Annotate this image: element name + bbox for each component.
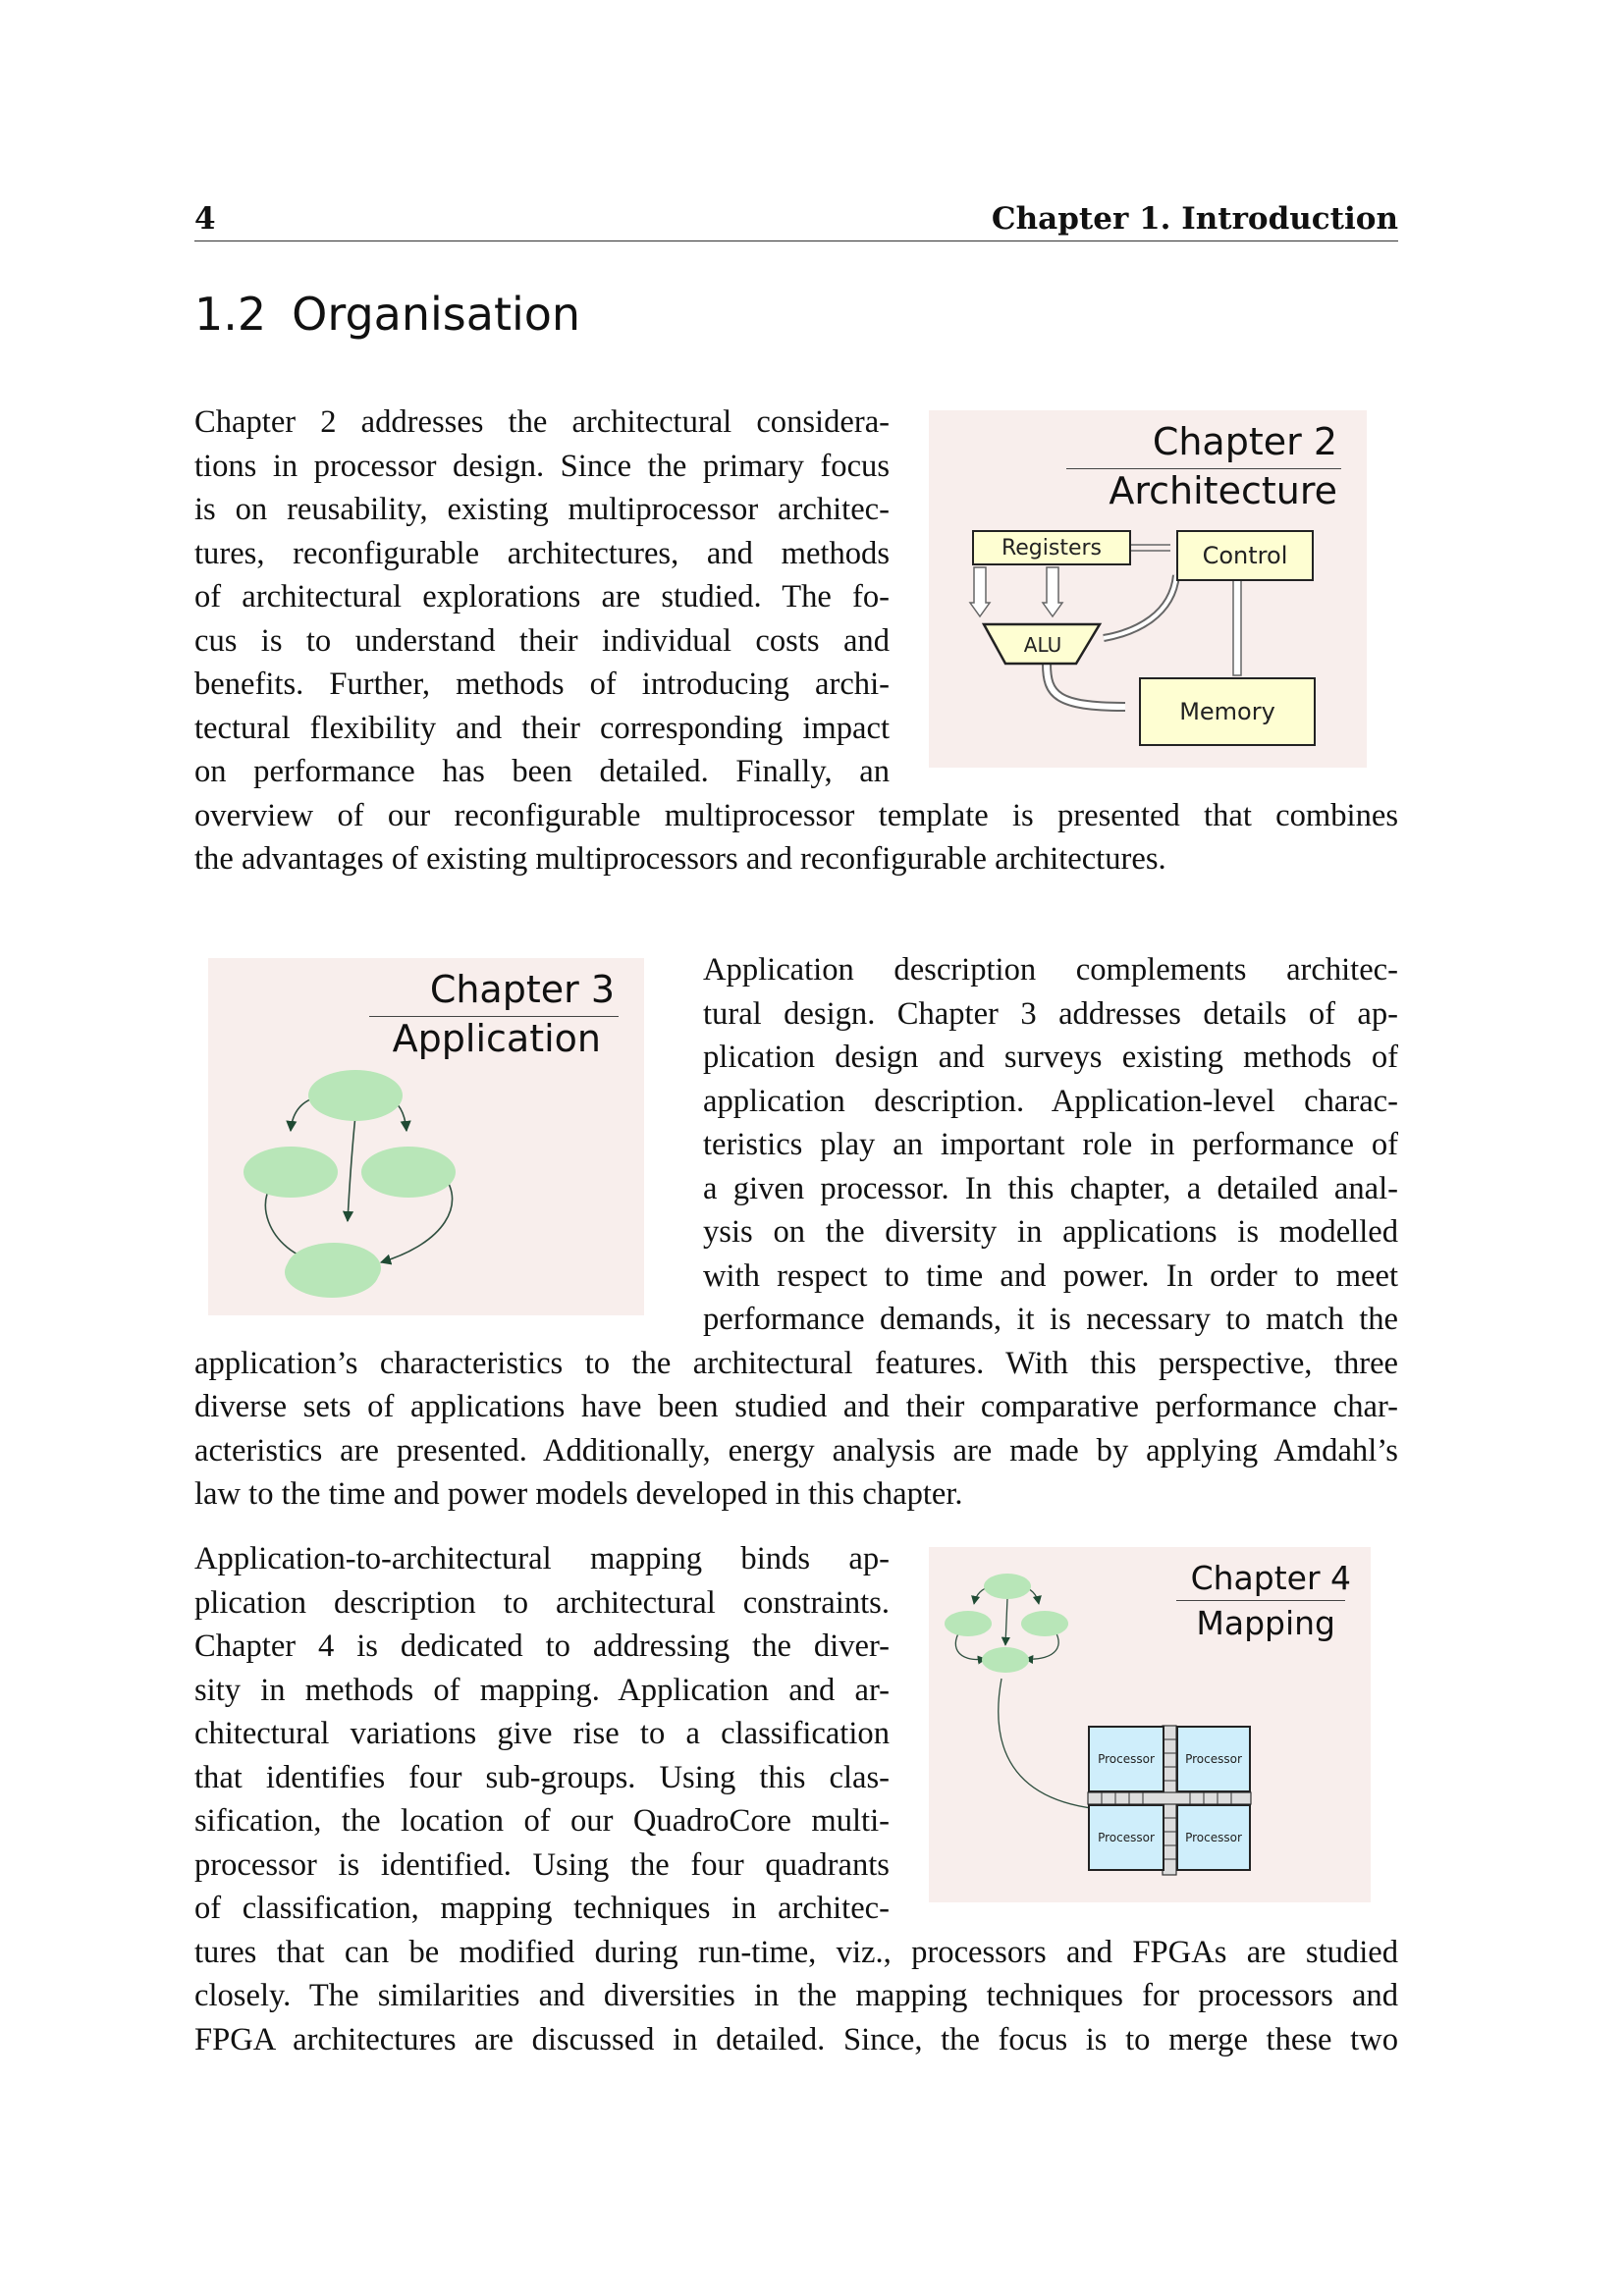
margin-mark (196, 1035, 208, 1056)
text-line: benefits. Further, methods of introducing archi- (194, 667, 890, 702)
registers-alu-link (970, 567, 1062, 616)
header-rule (194, 240, 1398, 241)
section-heading (194, 285, 580, 344)
margin-mark (917, 1800, 929, 1822)
text-line: overview of our reconfigurable multiprocessor template is presented that combines (194, 797, 1398, 833)
text-line: tions in processor design. Since the primary focus (194, 448, 890, 484)
text-line: ysis on the diversity in applications is modelled (703, 1214, 1398, 1250)
running-head: Chapter 1. Introduction (991, 201, 1398, 237)
text-line: sity in methods of mapping. Application and ar- (194, 1672, 890, 1708)
graph-edge (1005, 1598, 1007, 1645)
text-line: tures, reconfigurable architectures, and methods (194, 535, 890, 571)
graph-node (945, 1611, 992, 1636)
figure-chapter-4-mapping (929, 1547, 1371, 1902)
text-line: closely. The similarities and diversities in the mapping techniques for processors and (194, 1978, 1398, 2013)
page-number: 4 (194, 201, 216, 237)
graph-node (285, 1247, 379, 1298)
figure-chapter-2-architecture (929, 410, 1367, 768)
text-line: of classification, mapping techniques in architec- (194, 1891, 890, 1926)
graph-node (982, 1647, 1029, 1673)
control-block: Control (1176, 530, 1314, 581)
graph-node (1021, 1611, 1068, 1636)
figure-title-topic: Application (392, 1017, 601, 1060)
control-memory-link (1233, 580, 1241, 675)
text-line: teristics play an important role in performance of (703, 1127, 1398, 1162)
text-line: a given processor. In this chapter, a detailed anal- (703, 1170, 1398, 1206)
processor-block: Processor (1088, 1804, 1164, 1871)
figure-chapter-3-application (208, 958, 644, 1315)
registers-control-link (1131, 545, 1170, 551)
margin-mark (917, 1624, 929, 1645)
text-line: performance demands, it is necessary to match the (703, 1302, 1398, 1337)
text-line: processor is identified. Using the four quadrants (194, 1846, 890, 1883)
section-title: Organisation (292, 288, 581, 341)
graph-edge (265, 1172, 320, 1262)
graph-node (984, 1574, 1031, 1599)
margin-mark (917, 664, 929, 685)
application-graph (208, 958, 644, 1315)
text-line: tural design. Chapter 3 addresses details of ap- (703, 995, 1398, 1032)
text-line: application description. Application-level charac- (703, 1083, 1398, 1119)
graph-node (308, 1070, 403, 1121)
text-line: FPGA architectures are discussed in detailed. Since, the focus is to merge these two (194, 2021, 1398, 2057)
figure-title-chapter: Chapter 2 (1152, 420, 1337, 463)
margin-mark (196, 1123, 208, 1145)
text-line: the advantages of existing multiprocessors and reconfigurable architectures. (194, 841, 1166, 877)
processor-block: Processor (1176, 1804, 1251, 1871)
graph-edge (381, 1176, 453, 1262)
alu-label: ALU (1023, 633, 1062, 657)
text-line: plication description to architectural constraints. (194, 1584, 890, 1621)
figure-title-chapter: Chapter 3 (429, 968, 615, 1011)
text-line: tectural flexibility and their corresponding impact (194, 710, 890, 746)
text-line: law to the time and power models developed in this chapter. (194, 1476, 963, 1512)
text-line: diverse sets of applications have been studied and their comparative performance char- (194, 1389, 1398, 1424)
text-line: Chapter 4 is dedicated to addressing the diver- (194, 1629, 890, 1664)
text-line: is on reusability, existing multiprocessor architec- (194, 492, 890, 527)
graph-edge (348, 1115, 355, 1221)
text-line: cus is to understand their individual costs and (194, 622, 890, 659)
figure-title-topic: Mapping (1196, 1604, 1335, 1642)
memory-block: Memory (1139, 677, 1316, 746)
text-line: sification, the location of our QuadroCore multi- (194, 1803, 890, 1839)
text-line: tures that can be modified during run-time, viz., processors and FPGAs are studied (194, 1934, 1398, 1970)
figure-title-chapter: Chapter 4 (1190, 1559, 1351, 1597)
margin-mark (917, 575, 929, 597)
text-line: of architectural explorations are studied. The fo- (194, 579, 890, 614)
text-line: with respect to time and power. In order to meet (703, 1257, 1398, 1294)
text-line: Application-to-architectural mapping binds ap- (194, 1541, 890, 1576)
margin-mark (917, 487, 929, 508)
text-line: Application description complements architec- (703, 952, 1398, 988)
section-number: 1.2 (194, 288, 267, 341)
margin-mark (196, 1211, 208, 1233)
text-line: Chapter 2 addresses the architectural considera- (194, 404, 890, 440)
processor-block: Processor (1088, 1726, 1164, 1792)
alu-memory-link (1047, 664, 1125, 707)
text-line: plication design and surveys existing methods of (703, 1040, 1398, 1075)
text-line: chitectural variations give rise to a classification (194, 1716, 890, 1751)
text-line: that identifies four sub-groups. Using this clas- (194, 1759, 890, 1795)
text-line: on performance has been detailed. Finally, an (194, 754, 890, 789)
registers-block: Registers (972, 530, 1131, 565)
text-line: acteristics are presented. Additionally, energy analysis are made by applying Amdahl’s (194, 1432, 1398, 1468)
margin-mark (917, 1712, 929, 1734)
processor-block: Processor (1176, 1726, 1251, 1792)
text-line: application’s characteristics to the architectural features. With this perspective, three (194, 1345, 1398, 1381)
figure-title-topic: Architecture (1109, 469, 1337, 512)
